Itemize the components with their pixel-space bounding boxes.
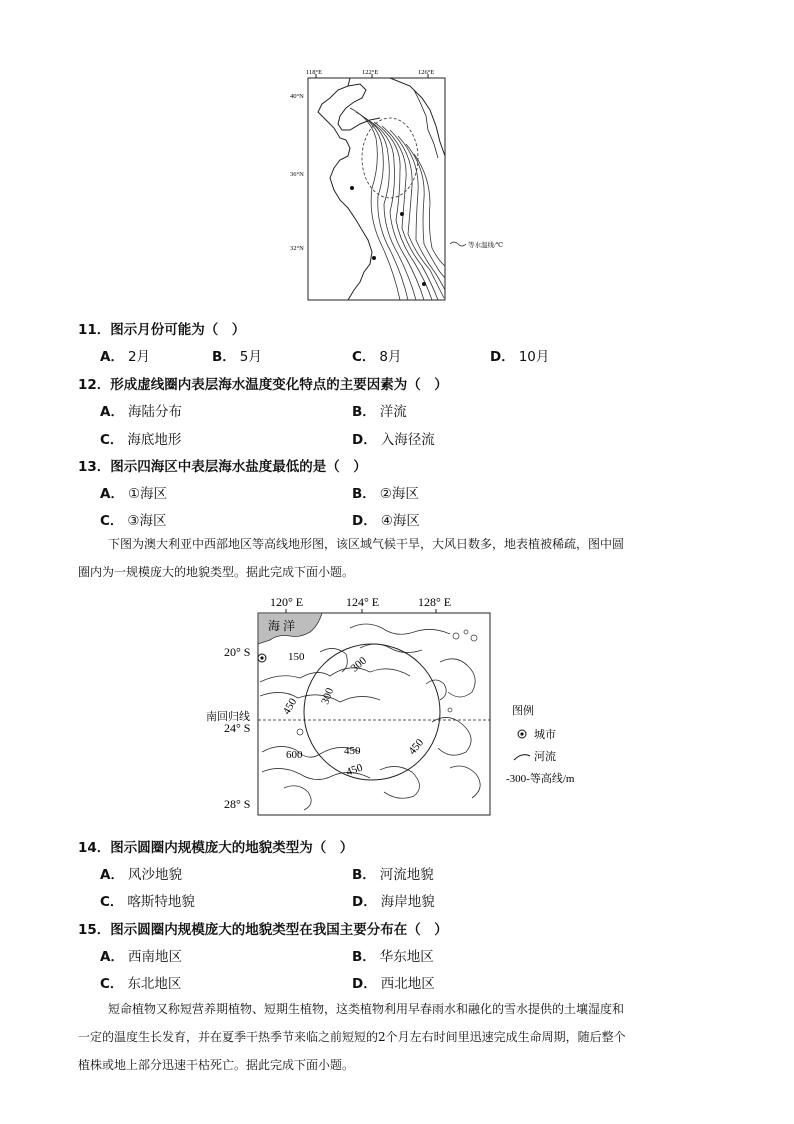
option-12-b[interactable]: B． 洋流: [352, 404, 407, 420]
question-12-text: 形成虚线圈内表层海水温度变化特点的主要因素为（ ）: [110, 377, 448, 393]
contour-label-300b: 300: [319, 686, 337, 707]
option-11-a[interactable]: A． 2月: [100, 349, 151, 365]
option-13-c[interactable]: C． ③海区: [100, 513, 167, 529]
question-15-num: 15．: [78, 922, 111, 938]
map1-lon-122: 122°E: [362, 69, 379, 76]
contour-label-450b: 450: [344, 745, 361, 757]
legend-river: 河流: [534, 751, 556, 763]
option-14-d[interactable]: D． 海岸地貌: [352, 894, 435, 910]
map1-legend: 等水温线/℃: [468, 242, 504, 249]
contour-label-450d: 450: [344, 761, 365, 779]
passage2-line3: 植株或地上部分迅速干枯死亡。据此完成下面小题。: [78, 1058, 355, 1072]
legend-city: 城市: [534, 729, 556, 741]
question-11: [78, 318, 245, 338]
option-12-a[interactable]: A． 海陆分布: [100, 404, 182, 420]
ocean-label: 海 洋: [268, 619, 296, 633]
option-15-b[interactable]: B． 华东地区: [352, 949, 434, 965]
map2-lat-24: 24° S: [224, 721, 251, 735]
option-15-a[interactable]: A． 西南地区: [100, 949, 182, 965]
tropic-label: 南回归线: [206, 711, 250, 723]
contour-label-600: 600: [286, 749, 303, 761]
option-11-c[interactable]: C． 8月: [352, 349, 402, 365]
sea-temperature-map: [290, 68, 520, 304]
topographic-map: [200, 592, 620, 820]
option-11-b[interactable]: B． 5月: [212, 349, 262, 365]
option-14-a[interactable]: A． 风沙地貌: [100, 867, 182, 883]
question-13-num: 13．: [78, 459, 111, 475]
isotherm-legend-icon: [450, 242, 466, 246]
option-15-d[interactable]: D． 西北地区: [352, 976, 435, 992]
question-14-text: 图示圆圈内规模庞大的地貌类型为（ ）: [110, 840, 354, 856]
option-13-d[interactable]: D． ④海区: [352, 513, 420, 529]
question-11-num: 11．: [78, 322, 111, 338]
question-12: [78, 373, 448, 393]
legend-contour: -300-等高线/m: [506, 773, 575, 785]
option-15-c[interactable]: C． 东北地区: [100, 976, 182, 992]
option-13-b[interactable]: B． ②海区: [352, 486, 419, 502]
passage1-line2: 圈内为一规模庞大的地貌类型。据此完成下面小题。: [78, 565, 355, 579]
contour-label-450a: 450: [280, 696, 300, 717]
legend-title: 图例: [512, 705, 534, 717]
question-13-text: 图示四海区中表层海水盐度最低的是（ ）: [110, 459, 367, 475]
question-14: [78, 836, 353, 856]
map2-lon-128: 128° E: [418, 595, 452, 609]
question-14-num: 14．: [78, 840, 111, 856]
map2-lat-20: 20° S: [224, 645, 251, 659]
option-11-d[interactable]: D． 10月: [490, 349, 550, 365]
map1-lon-118: 118°E: [306, 69, 323, 76]
map1-lat-36: 36°N: [290, 171, 304, 178]
river-icon: [514, 755, 530, 760]
question-12-num: 12．: [78, 377, 111, 393]
map1-lat-32: 32°N: [290, 245, 304, 252]
option-12-d[interactable]: D． 入海径流: [352, 432, 435, 448]
question-13: [78, 455, 367, 475]
passage1-line1: 下图为澳大利亚中西部地区等高线地形图，该区域气候干旱，大风日数多，地表植被稀疏，图中圆: [108, 537, 625, 551]
question-11-text: 图示月份可能为（ ）: [110, 322, 246, 338]
map1-lat-40: 40°N: [290, 93, 304, 100]
option-14-b[interactable]: B． 河流地貌: [352, 867, 434, 883]
contour-label-150: 150: [288, 651, 305, 663]
contour-label-450c: 450: [406, 736, 427, 758]
option-14-c[interactable]: C． 喀斯特地貌: [100, 894, 195, 910]
map1-lon-126: 126°E: [418, 69, 435, 76]
question-15-text: 图示圆圈内规模庞大的地貌类型在我国主要分布在（ ）: [110, 922, 448, 938]
map2-lon-120: 120° E: [270, 595, 304, 609]
passage2-line1: 短命植物又称短营养期植物、短期生植物，这类植物利用早春雨水和融化的雪水提供的土壤湿度和: [108, 1002, 625, 1016]
option-13-a[interactable]: A． ①海区: [100, 486, 168, 502]
option-12-c[interactable]: C． 海底地形: [100, 432, 182, 448]
passage2-line2: 一定的温度生长发育，并在夏季干热季节来临之前短短的2个月左右时间里迅速完成生命周期，随后整个: [78, 1030, 626, 1044]
contour-label-300a: 300: [348, 654, 370, 675]
map2-lon-124: 124° E: [346, 595, 380, 609]
question-15: [78, 918, 448, 938]
map2-lat-28: 28° S: [224, 797, 251, 811]
